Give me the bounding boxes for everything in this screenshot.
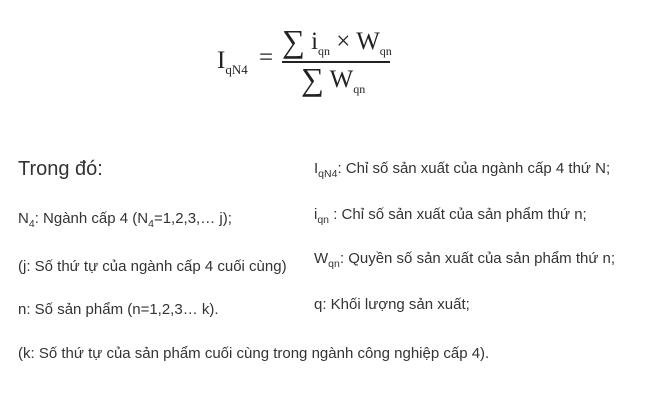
definition-q: q: Khối lượng sản xuất; xyxy=(314,296,470,313)
definition-k: (k: Số thứ tự của sản phẩm cuối cùng trong ngành công nghiệp cấp 4). xyxy=(18,345,490,362)
definition-iqn: $i_{qn}$ : Chỉ số sản xuất của sản phẩm thứ n; xyxy=(314,206,587,226)
definition-iqn4: $I_{qN4}$: Chỉ số sản xuất của ngành cấp 4 thứ N; xyxy=(314,160,611,180)
formula-equals: = xyxy=(259,44,274,71)
formula-denominator: ∑ $W_{qn}$ xyxy=(301,61,366,97)
formula-lhs: $I_{qN4}$ xyxy=(217,47,248,77)
formula-numerator: ∑ $i_{qn} \times W_{qn}$ xyxy=(282,23,392,59)
heading: Trong đó: xyxy=(18,158,103,180)
definition-j: (j: Số thứ tự của ngành cấp 4 cuối cùng) xyxy=(18,258,287,275)
definition-wqn: $W_{qn}$: Quyền số sản xuất của sản phẩm thứ n; xyxy=(314,250,616,270)
definition-n: n: Số sản phẩm (n=1,2,3… k). xyxy=(18,301,219,318)
definition-n4: $N_4$: Ngành cấp 4 ($N_4=1,2,3,\dots$ j); xyxy=(18,210,232,230)
